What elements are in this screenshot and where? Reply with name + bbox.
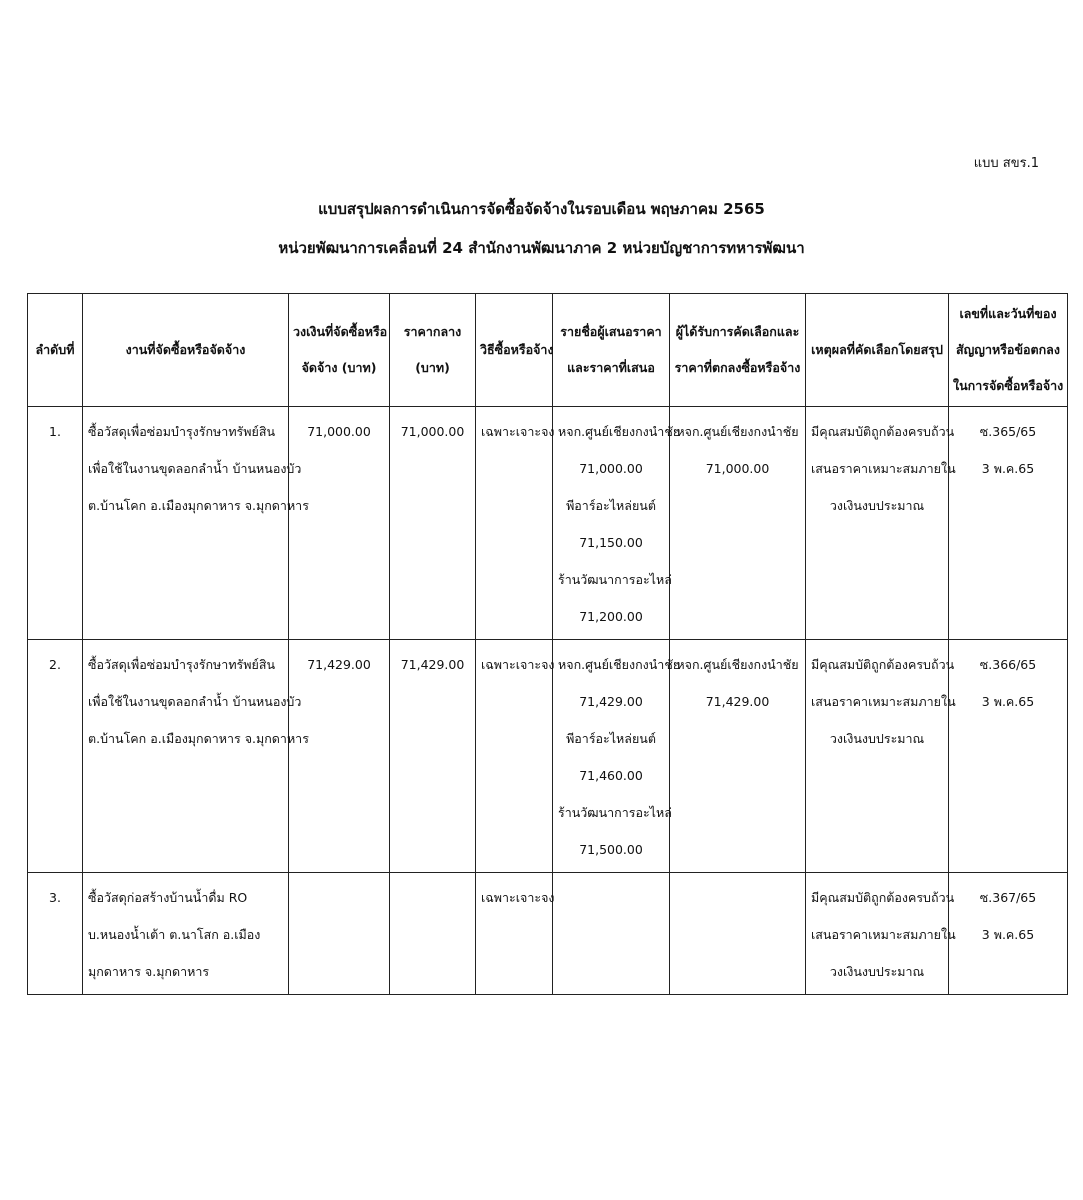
header-selected: ผู้ได้รับการคัดเลือกและ ราคาที่ตกลงซื้อหรือจ้าง [670, 294, 806, 407]
cell-median-price: 71,000.00 [390, 407, 476, 640]
cell-item: ซื้อวัสดุเพื่อซ่อมบำรุงรักษาทรัพย์สิน เพื่อใช้ในงานขุดลอกลำน้ำ บ้านหนองบัว ต.บ้านโคก อ.เมืองมุกดาหาร จ.มุกดาหาร [83, 407, 289, 640]
form-code: แบบ สขร.1 [973, 156, 1039, 171]
cell-reason: มีคุณสมบัติถูกต้องครบถ้วน เสนอราคาเหมาะสมภายใน วงเงินงบประมาณ [806, 640, 949, 873]
header-no: ลำดับที่ [28, 294, 83, 407]
table-row [28, 873, 1068, 995]
cell-median-price: 71,429.00 [390, 640, 476, 873]
cell-selected: หจก.ศูนย์เชียงกงนำชัย 71,000.00 [670, 407, 806, 640]
report-subtitle: หน่วยพัฒนาการเคลื่อนที่ 24 สำนักงานพัฒนาภาค 2 หน่วยบัญชาการทหารพัฒนา [278, 239, 805, 257]
table-row [28, 407, 1068, 640]
cell-contract: ซ.367/65 3 พ.ค.65 [949, 873, 1068, 995]
header-budget: วงเงินที่จัดซื้อหรือ จัดจ้าง (บาท) [289, 294, 390, 407]
cell-bidders: หจก.ศูนย์เชียงกงนำชัย 71,429.00 พีอาร์อะไหล่ยนต์ 71,460.00 ร้านวัฒนาการอะไหล่ 71,500.00 [553, 640, 670, 873]
header-median-price: ราคากลาง (บาท) [390, 294, 476, 407]
procurement-summary-table [27, 293, 1068, 995]
cell-no: 1. [28, 407, 83, 640]
header-item: งานที่จัดซื้อหรือจัดจ้าง [83, 294, 289, 407]
header-contract: เลขที่และวันที่ของ สัญญาหรือข้อตกลง ในการจัดซื้อหรือจ้าง [949, 294, 1068, 407]
cell-no: 2. [28, 640, 83, 873]
header-reason: เหตุผลที่คัดเลือกโดยสรุป [806, 294, 949, 407]
cell-method: เฉพาะเจาะจง [476, 407, 553, 640]
table-row [28, 640, 1068, 873]
table-header-row [28, 294, 1068, 407]
cell-reason: มีคุณสมบัติถูกต้องครบถ้วน เสนอราคาเหมาะสมภายใน วงเงินงบประมาณ [806, 407, 949, 640]
cell-reason: มีคุณสมบัติถูกต้องครบถ้วน เสนอราคาเหมาะสมภายใน วงเงินงบประมาณ [806, 873, 949, 995]
cell-item: ซื้อวัสดุก่อสร้างบ้านน้ำดื่ม RO บ.หนองน้ำเต้า ต.นาโสก อ.เมือง มุกดาหาร จ.มุกดาหาร [83, 873, 289, 995]
cell-budget [289, 873, 390, 995]
cell-method: เฉพาะเจาะจง [476, 873, 553, 995]
cell-method: เฉพาะเจาะจง [476, 640, 553, 873]
cell-selected: หจก.ศูนย์เชียงกงนำชัย 71,429.00 [670, 640, 806, 873]
cell-selected [670, 873, 806, 995]
cell-item: ซื้อวัสดุเพื่อซ่อมบำรุงรักษาทรัพย์สิน เพื่อใช้ในงานขุดลอกลำน้ำ บ้านหนองบัว ต.บ้านโคก อ.เมืองมุกดาหาร จ.มุกดาหาร [83, 640, 289, 873]
cell-no: 3. [28, 873, 83, 995]
cell-median-price [390, 873, 476, 995]
cell-budget: 71,429.00 [289, 640, 390, 873]
header-bidders: รายชื่อผู้เสนอราคา และราคาที่เสนอ [553, 294, 670, 407]
cell-budget: 71,000.00 [289, 407, 390, 640]
cell-bidders [553, 873, 670, 995]
cell-contract: ซ.366/65 3 พ.ค.65 [949, 640, 1068, 873]
report-title: แบบสรุปผลการดำเนินการจัดซื้อจัดจ้างในรอบเดือน พฤษภาคม 2565 [318, 200, 765, 218]
cell-bidders: หจก.ศูนย์เชียงกงนำชัย 71,000.00 พีอาร์อะไหล่ยนต์ 71,150.00 ร้านวัฒนาการอะไหล่ 71,200.00 [553, 407, 670, 640]
header-method: วิธีซื้อหรือจ้าง [476, 294, 553, 407]
cell-contract: ซ.365/65 3 พ.ค.65 [949, 407, 1068, 640]
